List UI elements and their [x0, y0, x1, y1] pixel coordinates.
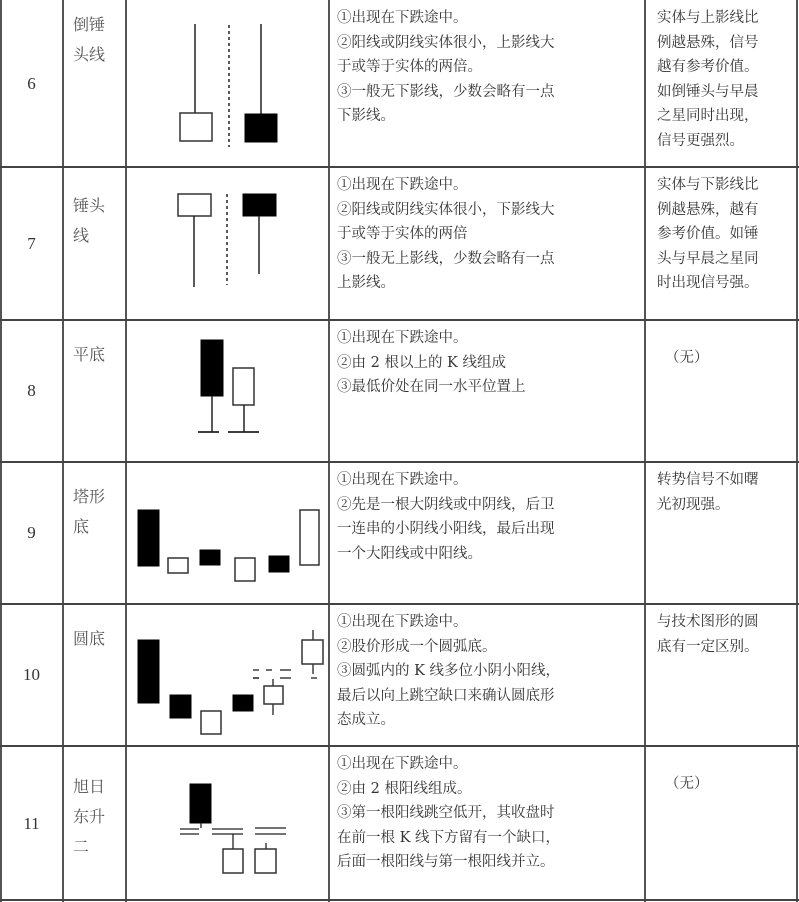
rounding-bottom-diagram [126, 604, 329, 746]
pattern-notes [645, 746, 797, 902]
table-row [0, 604, 799, 746]
pattern-name [63, 320, 126, 462]
pattern-features [329, 320, 645, 462]
row-number: 6 [27, 73, 36, 93]
flat-bottom-diagram [126, 320, 329, 462]
pattern-name-line: 头线 [73, 45, 106, 64]
table-row [0, 320, 799, 462]
feature-line: ①出现在下跌途中。 [337, 177, 468, 193]
pattern-name-line: 平底 [73, 345, 106, 364]
feature-line: 下影线。 [337, 108, 395, 124]
note-line: 实体与下影线比 [657, 177, 759, 193]
pattern-name [63, 462, 126, 604]
table-row [0, 167, 799, 320]
feature-line: 态成立。 [337, 712, 395, 728]
pattern-name-line: 倒锤 [73, 15, 106, 34]
pattern-features [329, 167, 645, 320]
row-number: 8 [27, 381, 36, 400]
pattern-name [63, 167, 126, 320]
pattern-name-line: 塔形 [73, 487, 106, 506]
note-line: 之星同时出现， [657, 108, 759, 124]
feature-line: 在前一根 K 线下方留有一个缺口， [337, 829, 561, 846]
pattern-notes [645, 0, 797, 167]
note-line: （无） [665, 776, 709, 792]
pattern-name-line: 锤头 [73, 196, 106, 215]
feature-line: ①出现在下跌途中。 [337, 330, 468, 346]
row-number: 10 [23, 665, 40, 684]
column-divider [125, 0, 127, 902]
feature-line: ②由 2 根阳线组成。 [337, 780, 472, 797]
pattern-features [329, 0, 645, 167]
pattern-name-line: 底 [73, 517, 90, 536]
hammer-diagram [126, 167, 329, 320]
feature-line: ②阳线或阴线实体很小，下影线大 [337, 201, 555, 218]
feature-line: ②股价形成一个圆弧底。 [337, 638, 497, 655]
pattern-name-line: 二 [73, 837, 90, 856]
feature-line: ②由 2 根以上的 K 线组成 [337, 354, 506, 371]
feature-line: ③圆弧内的 K 线多位小阴小阳线， [337, 663, 561, 679]
pattern-notes [645, 167, 797, 320]
note-line: 转势信号不如曙 [657, 472, 759, 488]
row-divider [0, 166, 799, 168]
feature-line: 上影线。 [337, 275, 395, 291]
note-line: 与技术图形的圆 [657, 614, 759, 630]
feature-line: ③第一根阳线跳空低开，其收盘时 [337, 805, 555, 821]
feature-line: ③一般无上影线，少数会略有一点 [337, 250, 555, 267]
row-divider [0, 319, 799, 321]
feature-line: 后面一根阳线与第一根阳线并立。 [337, 854, 555, 870]
pattern-features [329, 746, 645, 902]
pattern-name-line: 线 [73, 226, 90, 245]
note-line: 底有一定区别。 [657, 638, 759, 655]
table-border [0, 899, 799, 901]
row-number: 11 [23, 814, 40, 833]
note-line: 光初现强。 [657, 496, 730, 513]
pattern-name [63, 0, 126, 167]
column-divider [328, 0, 330, 902]
row-divider [0, 745, 799, 747]
rising-sun-diagram [126, 746, 329, 902]
note-line: 例越悬殊，信号 [657, 34, 759, 51]
note-line: 头与早晨之星同 [657, 250, 759, 267]
pattern-name-line: 东升 [73, 807, 106, 826]
feature-line: ②先是一根大阴线或中阴线，后卫 [337, 496, 555, 513]
table-row [0, 746, 799, 902]
pattern-name [63, 604, 126, 746]
pattern-features [329, 462, 645, 604]
table-border [796, 0, 798, 902]
column-divider [644, 0, 646, 902]
note-line: 时出现信号强。 [657, 275, 759, 291]
pattern-notes [645, 462, 797, 604]
note-line: 如倒锤头与早晨 [657, 83, 759, 100]
note-line: 例越悬殊，越有 [657, 201, 759, 218]
feature-line: 于或等于实体的两倍 [337, 226, 468, 242]
feature-line: ①出现在下跌途中。 [337, 472, 468, 488]
feature-line: 一个大阳线或中阳线。 [337, 545, 482, 562]
column-divider [62, 0, 64, 902]
pattern-features [329, 604, 645, 746]
note-line: （无） [665, 350, 709, 366]
table-row [0, 462, 799, 604]
feature-line: ③一般无下影线，少数会略有一点 [337, 83, 555, 100]
inverted-hammer-diagram [126, 0, 329, 167]
feature-line: ③最低价处在同一水平位置上 [337, 379, 526, 395]
feature-line: 最后以向上跳空缺口来确认圆底形 [337, 687, 555, 704]
feature-line: ①出现在下跌途中。 [337, 10, 468, 26]
tower-bottom-diagram [126, 462, 329, 604]
feature-line: 于或等于实体的两倍。 [337, 59, 482, 75]
feature-line: ①出现在下跌途中。 [337, 614, 468, 630]
pattern-name-line: 旭日 [73, 777, 106, 796]
row-divider [0, 603, 799, 605]
feature-line: ①出现在下跌途中。 [337, 756, 468, 772]
note-line: 越有参考价值。 [657, 59, 759, 75]
pattern-notes [645, 320, 797, 462]
feature-line: 一连串的小阴线小阳线，最后出现 [337, 521, 555, 537]
table-border [0, 0, 2, 902]
pattern-name-line: 圆底 [73, 629, 106, 648]
row-divider [0, 461, 799, 463]
table-row [0, 0, 799, 167]
note-line: 参考价值。如锤 [657, 226, 759, 242]
row-number: 9 [27, 523, 36, 542]
note-line: 信号更强烈。 [657, 132, 744, 149]
note-line: 实体与上影线比 [657, 10, 759, 26]
pattern-notes [645, 604, 797, 746]
pattern-name [63, 746, 126, 902]
row-number: 7 [27, 233, 36, 253]
feature-line: ②阳线或阴线实体很小，上影线大 [337, 34, 555, 51]
